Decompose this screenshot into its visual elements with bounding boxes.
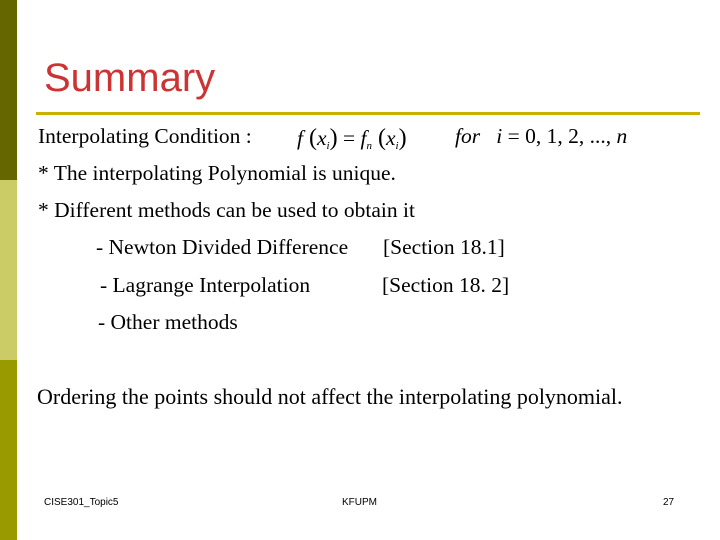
- eq-lhs-func: f: [297, 126, 303, 150]
- eq-rhs-func: f: [360, 126, 367, 150]
- method-newton: - Newton Divided Difference: [96, 235, 349, 259]
- bullet-unique: * The interpolating Polynomial is unique.: [38, 161, 396, 185]
- bullet-methods: * Different methods can be used to obtain it: [38, 198, 415, 222]
- sidebar-accent-top: [0, 0, 17, 180]
- method-other: - Other methods: [98, 310, 238, 334]
- eq-lhs-subscript: i: [326, 140, 330, 152]
- eq-range: [455, 126, 627, 148]
- eq-range-end: n: [616, 124, 628, 148]
- eq-lhs-var: x: [316, 126, 327, 150]
- conclusion-text: Ordering the points should not affect the interpolating polynomial.: [37, 384, 623, 409]
- footer-course: CISE301_Topic5: [44, 497, 119, 508]
- eq-range-values: = 0, 1, 2, ...,: [507, 124, 617, 148]
- eq-equals: =: [342, 126, 356, 150]
- eq-rhs-var-subscript: i: [395, 140, 399, 152]
- method-lagrange-section: [Section 18. 2]: [382, 273, 510, 297]
- method-lagrange: - Lagrange Interpolation: [100, 273, 311, 297]
- title-underline: [36, 112, 700, 115]
- eq-rhs-var: x: [385, 126, 396, 150]
- interpolating-condition-equation: f $(x_i) = f_n$ $(x_i)$: [297, 125, 407, 152]
- page-number: 27: [663, 497, 675, 508]
- method-newton-section: [Section 18.1]: [383, 235, 505, 259]
- eq-range-var: i: [496, 124, 503, 148]
- eq-rhs-subscript: n: [366, 140, 372, 152]
- sidebar-accent-middle: [0, 180, 17, 360]
- eq-for-word: for: [455, 124, 481, 148]
- sidebar-accent-bottom: [0, 360, 17, 540]
- slide-title: Summary: [44, 56, 216, 100]
- footer-institution: KFUPM: [342, 497, 377, 508]
- condition-label: Interpolating Condition :: [38, 124, 252, 148]
